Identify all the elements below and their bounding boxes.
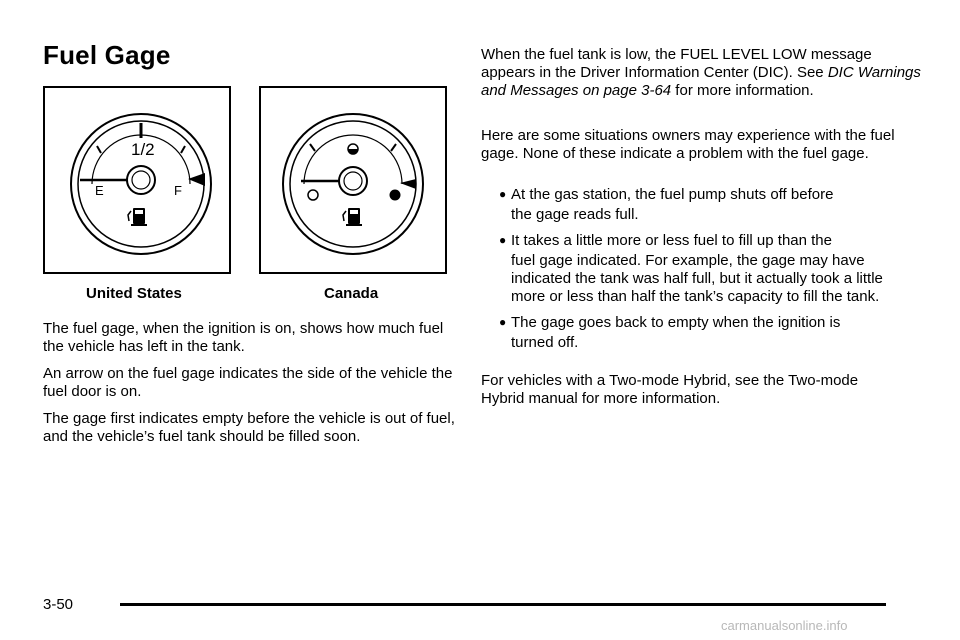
low-fuel-message-tail: for more information. [671,82,814,99]
list-item: ● The gage goes back to empty when the ignition is turned off. [499,314,841,351]
us-fuel-gauge-figure [43,86,231,274]
canada-fuel-gauge-illustration [261,88,445,272]
canada-gauge-caption: Canada [324,285,379,302]
half-symbol-icon [348,144,358,154]
bullet-icon: ● [499,315,507,329]
bullet-icon: ● [499,187,507,201]
full-symbol-icon [390,190,401,201]
canada-fuel-gauge-figure [259,86,447,274]
us-fuel-gauge-illustration [45,88,229,272]
page-number: 3-50 [43,596,74,613]
us-gauge-center-label: 1/2 [131,140,155,159]
situations-list [481,184,911,358]
left-paragraph-2: An arrow on the fuel gage indicates the side of the vehicle the fuel door is on. [43,365,453,400]
low-fuel-message-text: When the fuel tank is low, the FUEL LEVEL LOW message appears in the Driver Information Center (DIC). See [481,46,872,81]
empty-symbol-icon [308,190,318,200]
fuel-pump-icon [128,208,147,226]
right-paragraph-3: For vehicles with a Two-mode Hybrid, see the Two-mode Hybrid manual for more information. [481,372,859,407]
list-item: ● At the gas station, the fuel pump shuts off before the gage reads full. [499,186,834,223]
dic-cross-reference: DIC Warnings and Messages on page 3-64 [481,64,921,99]
left-paragraph-3: The gage first indicates empty before the vehicle is out of fuel, and the vehicle’s fuel tank should be filled soon. [43,410,455,445]
footer-rule [120,603,886,606]
us-gauge-empty-label: E [95,183,104,198]
fuel-pump-icon [343,208,362,226]
right-paragraph-1 [481,46,921,100]
list-item: ● It takes a little more or less fuel to fill up than the fuel gage indicated. For example, the gage may have indicated the tank was half full, but it actually took a little more or less than half the tank’s capacity to fill the tank. [499,232,883,305]
left-paragraph-1: The fuel gage, when the ignition is on, shows how much fuel the vehicle has left in the tank. [43,320,444,355]
us-gauge-caption: United States [86,285,182,302]
right-paragraph-2: Here are some situations owners may experience with the fuel gage. None of these indicate a problem with the fuel gage. [481,127,895,162]
bullet-icon: ● [499,233,507,247]
page-title: Fuel Gage [43,40,171,70]
watermark: carmanualsonline.info [721,618,848,633]
us-gauge-full-label: F [174,183,182,198]
